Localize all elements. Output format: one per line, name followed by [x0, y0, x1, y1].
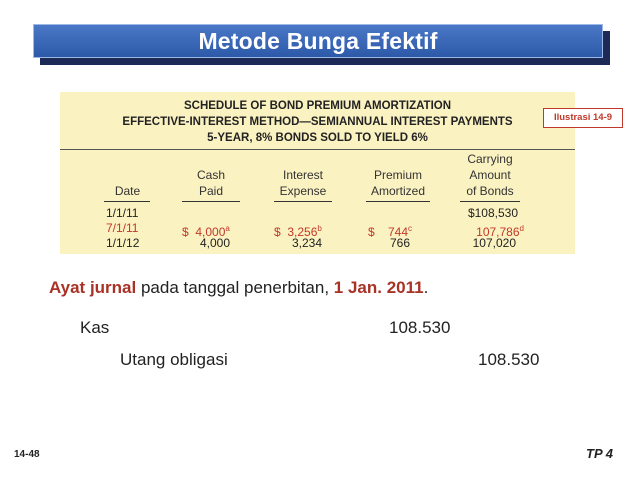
row2-premium: $ 744$^c$: [368, 224, 413, 239]
row3-interest: 3,234: [291, 236, 322, 250]
schedule-title-line2: EFFECTIVE-INTEREST METHOD—SEMIANNUAL INTEREST PAYMENTS: [122, 116, 513, 128]
cash-underline: [182, 201, 240, 202]
row2-cash: $ 4,000$^a$: [182, 224, 230, 239]
credit-amount: 108.530: [478, 350, 540, 369]
col-header-carrying: Carrying Amount of Bonds: [466, 152, 514, 198]
row2-date: 7/1/11: [106, 221, 139, 235]
date-underline: [104, 201, 150, 202]
row3-date: 1/1/12: [106, 236, 140, 250]
schedule-divider: [60, 149, 575, 150]
debit-account: Kas: [80, 318, 110, 337]
journal-statement: Ayat jurnal pada tanggal penerbitan, 1 Jan. 2011.: [49, 278, 429, 297]
row1-carrying: $108,530: [467, 206, 518, 220]
row1-date: 1/1/11: [106, 206, 139, 220]
slide-title: Metode Bunga Efektif: [198, 28, 438, 54]
col-header-premium: Premium Amortized: [370, 168, 426, 198]
col-header-date: Date: [114, 184, 141, 198]
row3-carrying: 107,020: [472, 236, 516, 250]
carrying-underline: [460, 201, 520, 202]
debit-amount: 108.530: [389, 318, 451, 337]
credit-account: Utang obligasi: [120, 350, 228, 369]
row3-premium: 766: [389, 236, 410, 250]
slide-number: 14-48: [14, 449, 40, 460]
schedule-title-line1: SCHEDULE OF BOND PREMIUM AMORTIZATION: [183, 100, 452, 112]
interest-underline: [274, 201, 332, 202]
schedule-table: [60, 92, 575, 254]
row3-cash: 4,000: [199, 236, 230, 250]
slide-tag: TP 4: [586, 446, 613, 461]
schedule-heading: [60, 92, 575, 148]
row2-carrying: 107,786$^d$: [476, 224, 524, 239]
illustration-badge: Ilustrasi 14-9: [543, 108, 623, 128]
col-header-cash: Cash Paid: [196, 168, 225, 198]
premium-underline: [366, 201, 430, 202]
row2-interest: $ 3,256$^b$: [274, 224, 322, 239]
col-header-interest: Interest Expense: [279, 168, 327, 198]
schedule-title-line3: 5-YEAR, 8% BONDS SOLD TO YIELD 6%: [207, 132, 428, 144]
title-banner: [33, 24, 603, 58]
